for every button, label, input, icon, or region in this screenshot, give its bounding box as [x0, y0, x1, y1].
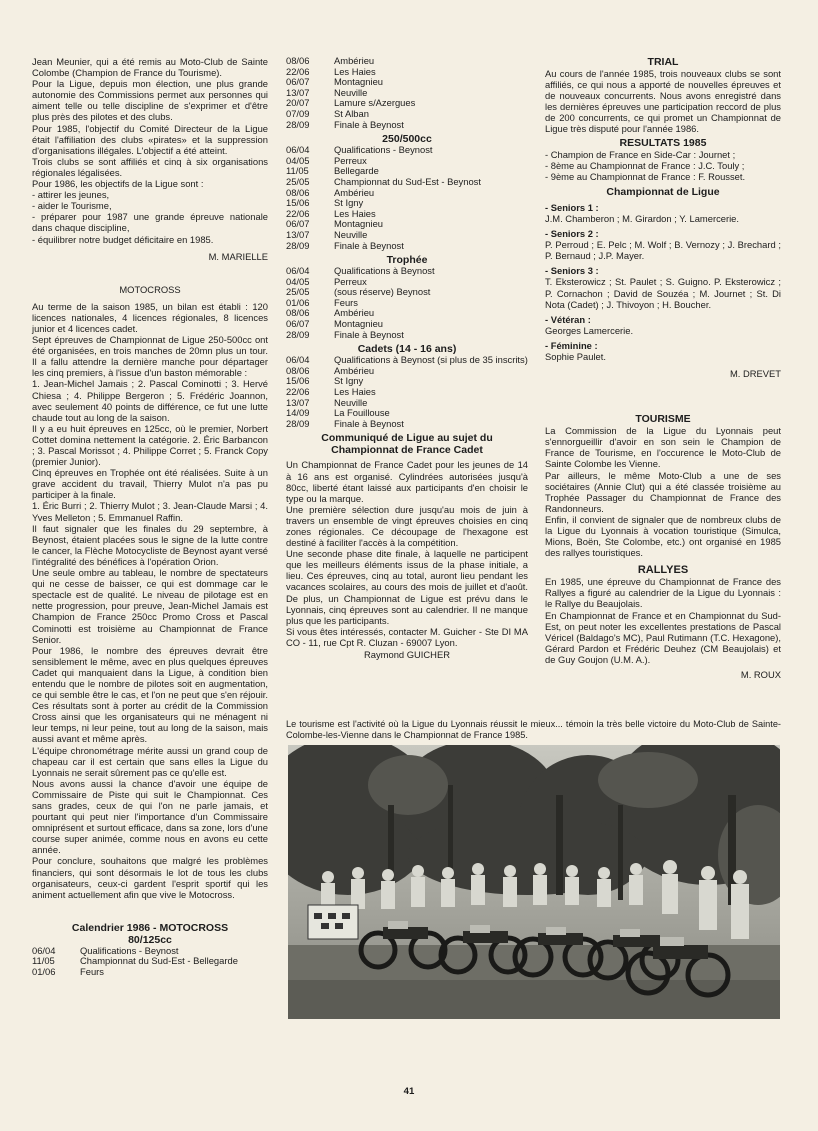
calendar-event: Montagnieu	[334, 218, 383, 230]
tourisme-para: Par ailleurs, le même Moto-Club a une de ses sociétaires (Annie Clut) qui a été classée troisième au Trophée Passager du Championnat de France des Randonneurs.	[545, 469, 781, 514]
calendar-event: Les Haies	[334, 386, 376, 398]
calendar-event: Montagnieu	[334, 76, 383, 88]
motocross-para: Nous avons aussi la chance d'avoir une équipe de Commissaire de Piste qui suit le Championnat. Ces sans grades, ceux de qui l'on ne parle jamais, et pourtant qui peut nier l'importance d'un Commissaire omniprésent et surtout efficace, dans sa zone, lors d'une course super animée, comme nous en avons eu cette année.	[32, 777, 268, 856]
calendar-event: St Igny	[334, 197, 364, 209]
calendar-date: 28/09	[286, 239, 310, 251]
motocross-para: 1. Jean-Michel Jamais ; 2. Pascal Cominotti ; 3. Hervé Chiesa ; 4. Philippe Bergeron ; 5. Frédéric Joannon, avec seulement 40 points de différence, ce fut une lutte chaude tout au long de la saison.	[32, 378, 268, 423]
objective-item: - aider le Tourisme,	[32, 200, 112, 212]
calendar-row	[286, 77, 528, 88]
section-title-resultats: RESULTATS 1985	[619, 136, 707, 149]
calendar-date: 28/09	[286, 328, 310, 340]
calendar-date: 22/06	[286, 386, 310, 398]
calendar-event: Bellegarde	[334, 165, 379, 177]
section-title-trial: TRIAL	[647, 56, 679, 68]
calendar-row	[286, 376, 528, 387]
rallyes-para: En 1985, une épreuve du Championnat de France des Rallyes a figuré au calendrier de la Ligue du Lyonnais : le Rallye du Beaujolais.	[545, 576, 781, 610]
calendar-row	[286, 188, 528, 199]
calendar-event: La Fouillouse	[334, 407, 390, 419]
calendar-80-125-table	[32, 946, 268, 978]
calendar-row	[286, 219, 528, 230]
motocross-para: L'équipe chronométrage mérite aussi un grand coup de chapeau car il est certain que sans elles la Ligue du Lyonnais ne serait sûrement pas ce qu'elle est.	[32, 744, 268, 778]
calendar-event: Finale à Beynost	[334, 118, 404, 130]
calendar-row	[286, 156, 528, 167]
calendar-date: 06/04	[286, 354, 310, 366]
calendar-date: 06/07	[286, 218, 310, 230]
calendar-date: 13/07	[286, 228, 310, 240]
calendar-date: 08/06	[286, 55, 310, 66]
calendar-date: 25/05	[286, 175, 310, 187]
calendar-row	[32, 967, 268, 978]
club-group-photo	[288, 745, 780, 1019]
calendar-row	[286, 319, 528, 330]
calendar-heading-cadets: Cadets (14 - 16 ans)	[357, 343, 457, 356]
calendar-date: 28/09	[286, 417, 310, 429]
calendar-row	[286, 56, 528, 67]
calendar-row	[286, 67, 528, 78]
intro-para: Trois clubs se sont affiliés et cinq à six organisations régionales légalisées.	[32, 155, 268, 178]
calendar-event: St Igny	[334, 375, 364, 387]
calendar-date: 06/04	[32, 944, 56, 956]
motocross-para: Au terme de la saison 1985, un bilan est établi : 120 licences nationales, 4 licences régionales, 8 licences junior et 4 licences cadet.	[32, 300, 268, 334]
calendar-date: 06/04	[286, 144, 310, 156]
calendar-date: 28/09	[286, 118, 310, 130]
tourisme-para: La Commission de la Ligue du Lyonnais peut s'ennorgueillir d'avoir en son sein le Champion de France de Tourisme, en l'occurence le Moto-Club de Sainte Colombe les Vienne.	[545, 425, 781, 470]
calendar-date: 15/06	[286, 197, 310, 209]
calendar-row	[286, 120, 528, 131]
calendar-date: 08/06	[286, 186, 310, 198]
trial-para: Au cours de l'année 1985, trois nouveaux clubs se sont affiliés, ce qui nous a apporté de nouvelles épreuves et de nouveaux concurrents. Nous avons enregistré dans les dernières épreuves une participation reccord de plus de 200 concurrents, ce qui promet un Championnat de Ligue très disputé pour l'année 1986.	[545, 68, 781, 135]
calendar-date: 25/05	[286, 286, 310, 298]
calendar-date: 15/06	[286, 375, 310, 387]
calendar-row	[286, 287, 528, 298]
calendar-subtitle-80-125: 80/125cc	[128, 933, 172, 946]
intro-para: Pour 1986, les objectifs de la Ligue sont :	[32, 178, 204, 190]
signature-roux: M. ROUX	[740, 669, 781, 681]
calendar-event: Finale à Beynost	[334, 328, 404, 340]
calendar-event: Montagnieu	[334, 318, 383, 330]
calendar-row	[286, 366, 528, 377]
seniors1-heading: - Seniors 1 :	[545, 201, 599, 213]
calendar-row	[286, 177, 528, 188]
calendar-heading-trophee: Trophée	[386, 254, 428, 267]
calendar-event: Feurs	[334, 296, 358, 308]
calendar-row	[286, 145, 528, 156]
communique-para: Une première sélection dure jusqu'au mois de juin à travers un ensemble de vingt épreuves choisies en cinq zones régionales. Ce découpage de l'hexagone est destiné à faciliter l'accès à la compétition.	[286, 503, 528, 549]
calendar-event: (sous réserve) Beynost	[334, 286, 431, 298]
calendar-cadets-table	[286, 355, 528, 429]
page-number: 41	[403, 1086, 415, 1097]
calendar-row	[286, 266, 528, 277]
calendar-event: Ambérieu	[334, 307, 375, 319]
calendar-date: 04/05	[286, 154, 310, 166]
calendar-row	[286, 109, 528, 120]
intro-para: Pour la Ligue, depuis mon élection, une plus grande autonomie des Commissions permet aux personnes qui aiment telle ou telle discipline de s'exprimer et d'être plus près des pilotes et des clubs.	[32, 78, 268, 123]
objective-item: - équilibrer notre budget déficitaire en 1985.	[32, 233, 214, 245]
seniors3-list: T. Eksterowicz ; St. Paulet ; S. Guigno. P. Eksterowicz ; P. Cornachon ; David de Souzéa ; M. Journet ; St. Di Nota (Cadet) ; J. Thivoyon ; H. Boucher.	[545, 276, 781, 310]
calendar-event: Qualifications - Beynost	[334, 144, 433, 156]
calendar-date: 13/07	[286, 396, 310, 408]
calendar-event: Les Haies	[334, 65, 376, 77]
section-title-tourisme: TOURISME	[635, 413, 691, 426]
calendar-event: Qualifications à Beynost	[334, 265, 435, 277]
calendar-event: Perreux	[334, 154, 367, 166]
calendar-date: 08/06	[286, 307, 310, 319]
rallyes-para: En Championnat de France et en Championnat du Sud-Est, on peut noter les excellentes prestations de Pascal Véricel (Baldago's MC), Paul Rutimann (T.C. Hexagone), Gérard Pardon et Frédéric Deuhez (CM Beaujolais) et de Guy Goujon (U.M. A.).	[545, 609, 781, 665]
communique-para: Un Championnat de France Cadet pour les jeunes de 14 à 16 ans est organisé. Cylindrées autorisées jusqu'à 80cc, liberté étant laissé aux participants d'en choisir le type ou la marque.	[286, 459, 528, 504]
calendar-row	[286, 398, 528, 409]
intro-para: Pour 1985, l'objectif du Comité Directeur de la Ligue était l'affiliation des clubs «pirates» et la suppression d'organisations illégales. L'objectif a été atteint.	[32, 122, 268, 156]
calendar-date: 20/07	[286, 97, 310, 109]
calendar-event: Lamure s/Azergues	[334, 97, 416, 109]
seniors1-list: J.M. Chamberon ; M. Girardon ; Y. Lamercerie.	[545, 212, 739, 224]
calendar-event: Perreux	[334, 275, 367, 287]
calendar-event: Qualifications - Beynost	[80, 944, 179, 956]
calendar-row	[286, 408, 528, 419]
result-item: - Champion de France en Side-Car : Journet ;	[545, 148, 736, 160]
section-title-rallyes: RALLYES	[637, 564, 689, 577]
calendar-trophee-table	[286, 266, 528, 340]
motocross-para: Pour conclure, souhaitons que malgré les problèmes financiers, qui sont désormais le lot de tous les clubs organisateurs, ceux-ci gardent l'esprit sportif qui les animent actuellement afin que vive le Motocross.	[32, 855, 268, 900]
motocross-para: Il faut signaler que les finales du 29 septembre, à Beynost, étaient placées sous le signe de la lutte contre le cancer, la Flèche Motocycliste de Beynost ayant versé l'intégralité des bénéfices à l'opération Orion.	[32, 522, 268, 567]
calendar-row	[286, 419, 528, 430]
calendar-event: Neuville	[334, 228, 368, 240]
veteran-heading: - Vétéran :	[545, 313, 591, 325]
communique-para: Si vous êtes intéressés, contacter M. Guicher - Ste DI MA CO - 11, rue Cpt R. Cluzan - 69007 Lyon.	[286, 625, 528, 648]
calendar-250-500-table	[286, 145, 528, 251]
calendar-row	[286, 298, 528, 309]
tourisme-para: Enfin, il convient de signaler que de nombreux clubs de la Ligue du Lyonnais à vocation touristique (Simulca, Mions, Boën, Ste Colombe, etc.) ont organisé en 1985 des rallyes touristiques.	[545, 513, 781, 559]
calendar-event: Ambérieu	[334, 364, 375, 376]
veteran-list: Georges Lamercerie.	[545, 324, 634, 336]
objective-item: - attirer les jeunes,	[32, 189, 110, 201]
calendar-event: Ambérieu	[334, 186, 375, 198]
calendar-row	[286, 308, 528, 319]
calendar-row	[286, 230, 528, 241]
calendar-row	[286, 355, 528, 366]
calendar-row	[286, 209, 528, 220]
seniors2-list: P. Perroud ; E. Pelc ; M. Wolf ; B. Vernozy ; J. Brechard ; P. Bernaud ; J.P. Mayer.	[545, 239, 781, 262]
calendar-event: Championnat du Sud-Est - Beynost	[334, 175, 481, 187]
calendar-date: 08/06	[286, 364, 310, 376]
motocross-para: Une seule ombre au tableau, le nombre de spectateurs qui ne cesse de baisser, ce qui est dommage car le spectacle est de qualité. Le niveau de pilotage est en nette progression, pour preuve, Jean-Michel Jamais est Champion de France 250cc Promo Cross et Pascal Cominotti est troisième au Championnat de France Senior.	[32, 567, 268, 645]
seniors3-heading: - Seniors 3 :	[545, 265, 599, 277]
calendar-date: 11/05	[32, 955, 55, 967]
intro-para: Jean Meunier, qui a été remis au Moto-Club de Sainte Colombe (Champion de France du Tourisme).	[32, 56, 268, 79]
section-title-motocross: MOTOCROSS	[119, 283, 181, 295]
calendar-date: 01/06	[32, 966, 56, 978]
calendar-date: 22/06	[286, 207, 310, 219]
calendar-date: 04/05	[286, 275, 310, 287]
column-middle	[286, 56, 528, 660]
calendar-title: Calendrier 1986 - MOTOCROSS	[71, 921, 229, 934]
signature-guicher: Raymond GUICHER	[364, 649, 450, 660]
calendar-event: Finale à Beynost	[334, 417, 404, 429]
signature-drevet: M. DREVET	[729, 368, 781, 380]
communique-para: Une seconde phase dite finale, à laquelle ne participent que les meilleurs éléments issus de la phase initiale, a lieu. Ces épreuves, cinq au total, auront lieu pendant les vacances scolaires, au cours des mois de juillet et d'août. De plus, un Championnat de Ligue est prévu dans le Lyonnais, cinq épreuves sont au calendrier. Il ne manque plus que les participants.	[286, 548, 528, 626]
calendar-row	[286, 387, 528, 398]
calendar-80-125-continued	[286, 56, 528, 130]
calendar-date: 14/09	[286, 407, 310, 419]
calendar-row	[286, 198, 528, 209]
result-item: - 9ème au Championnat de France : F. Rousset.	[545, 170, 746, 182]
calendar-row	[286, 98, 528, 109]
motocross-para: Sept épreuves de Championnat de Ligue 250-500cc ont été organisées, en trois manches de 20mn plus un tour. Il a fallu attendre la dernière manche pour départager les cinq premiers, à l'issue d'un baston mémorable :	[32, 334, 268, 379]
communique-title: Communiqué de Ligue au sujet du Championnat de France Cadet	[321, 432, 493, 457]
calendar-event: Finale à Beynost	[334, 239, 404, 251]
calendar-row	[286, 330, 528, 341]
calendar-date: 11/05	[286, 165, 309, 177]
column-left	[32, 56, 268, 978]
seniors2-heading: - Seniors 2 :	[545, 228, 599, 240]
ligue-title: Championnat de Ligue	[606, 185, 720, 198]
result-item: - 8ème au Championnat de France : J.C. Touly ;	[545, 159, 745, 171]
calendar-event: Feurs	[80, 966, 104, 978]
calendar-date: 22/06	[286, 65, 310, 77]
motocross-para: Il y a eu huit épreuves en 125cc, où le premier, Norbert Cottet domina nettement la catégorie. 2. Éric Barbancon ; 3. Pascal Morissot ; 4. Philippe Corret ; 5. Franck Copy (premier Junior).	[32, 422, 268, 468]
calendar-date: 07/09	[286, 107, 310, 119]
calendar-event: Les Haies	[334, 207, 376, 219]
column-right	[545, 56, 781, 680]
motocross-para: Cinq épreuves en Trophée ont été réalisées. Suite à un grave accident du travail, Thierry Mulot n'a pas pu participer à la finale.	[32, 467, 268, 501]
calendar-event: St Alban	[334, 107, 369, 119]
calendar-date: 01/06	[286, 296, 310, 308]
photo-image	[288, 745, 780, 1019]
calendar-date: 06/07	[286, 318, 310, 330]
objective-item: - préparer pour 1987 une grande épreuve nationale dans chaque discipline,	[32, 211, 268, 234]
feminine-heading: - Féminine :	[545, 339, 598, 351]
calendar-event: Championnat du Sud-Est - Bellegarde	[80, 955, 238, 967]
photo-caption: Le tourisme est l'activité où la Ligue du Lyonnais réussit le mieux... témoin la très belle victoire du Moto-Club de Sainte-Colombe-les-Vienne dans le Championnat de France 1985.	[286, 719, 781, 740]
calendar-event: Ambérieu	[334, 55, 375, 66]
calendar-event: Qualifications à Beynost (si plus de 35 inscrits)	[334, 354, 528, 366]
motocross-para: Pour 1986, le nombre des épreuves devrait être sensiblement le même, avec en plus quelques épreuves Cadet qui manquaient dans la Ligue, à condition bien entendu que le nombre de pilotes soit en augmentation, ce qui semble être le cas, et l'on ne peut que s'en réjouir. Ces résultats sont à porter au crédit de la Commission Cross ainsi que les organisateurs qui ne ménagent ni leur temps, ni leur peine, tout au long de la saison, mais aussi avant et même après.	[32, 644, 269, 745]
feminine-list: Sophie Paulet.	[545, 350, 606, 362]
motocross-para: 1. Éric Burri ; 2. Thierry Mulot ; 3. Jean-Claude Marsi ; 4. Yves Melleton ; 5. Emmanuel Raffin.	[32, 500, 268, 523]
calendar-row	[32, 956, 268, 967]
calendar-date: 06/04	[286, 265, 310, 277]
calendar-date: 13/07	[286, 86, 310, 98]
calendar-event: Neuville	[334, 396, 368, 408]
signature-marielle: M. MARIELLE	[208, 250, 268, 262]
calendar-row	[286, 241, 528, 252]
calendar-date: 06/07	[286, 76, 310, 88]
calendar-event: Neuville	[334, 86, 368, 98]
calendar-heading-250-500: 250/500cc	[382, 133, 432, 146]
